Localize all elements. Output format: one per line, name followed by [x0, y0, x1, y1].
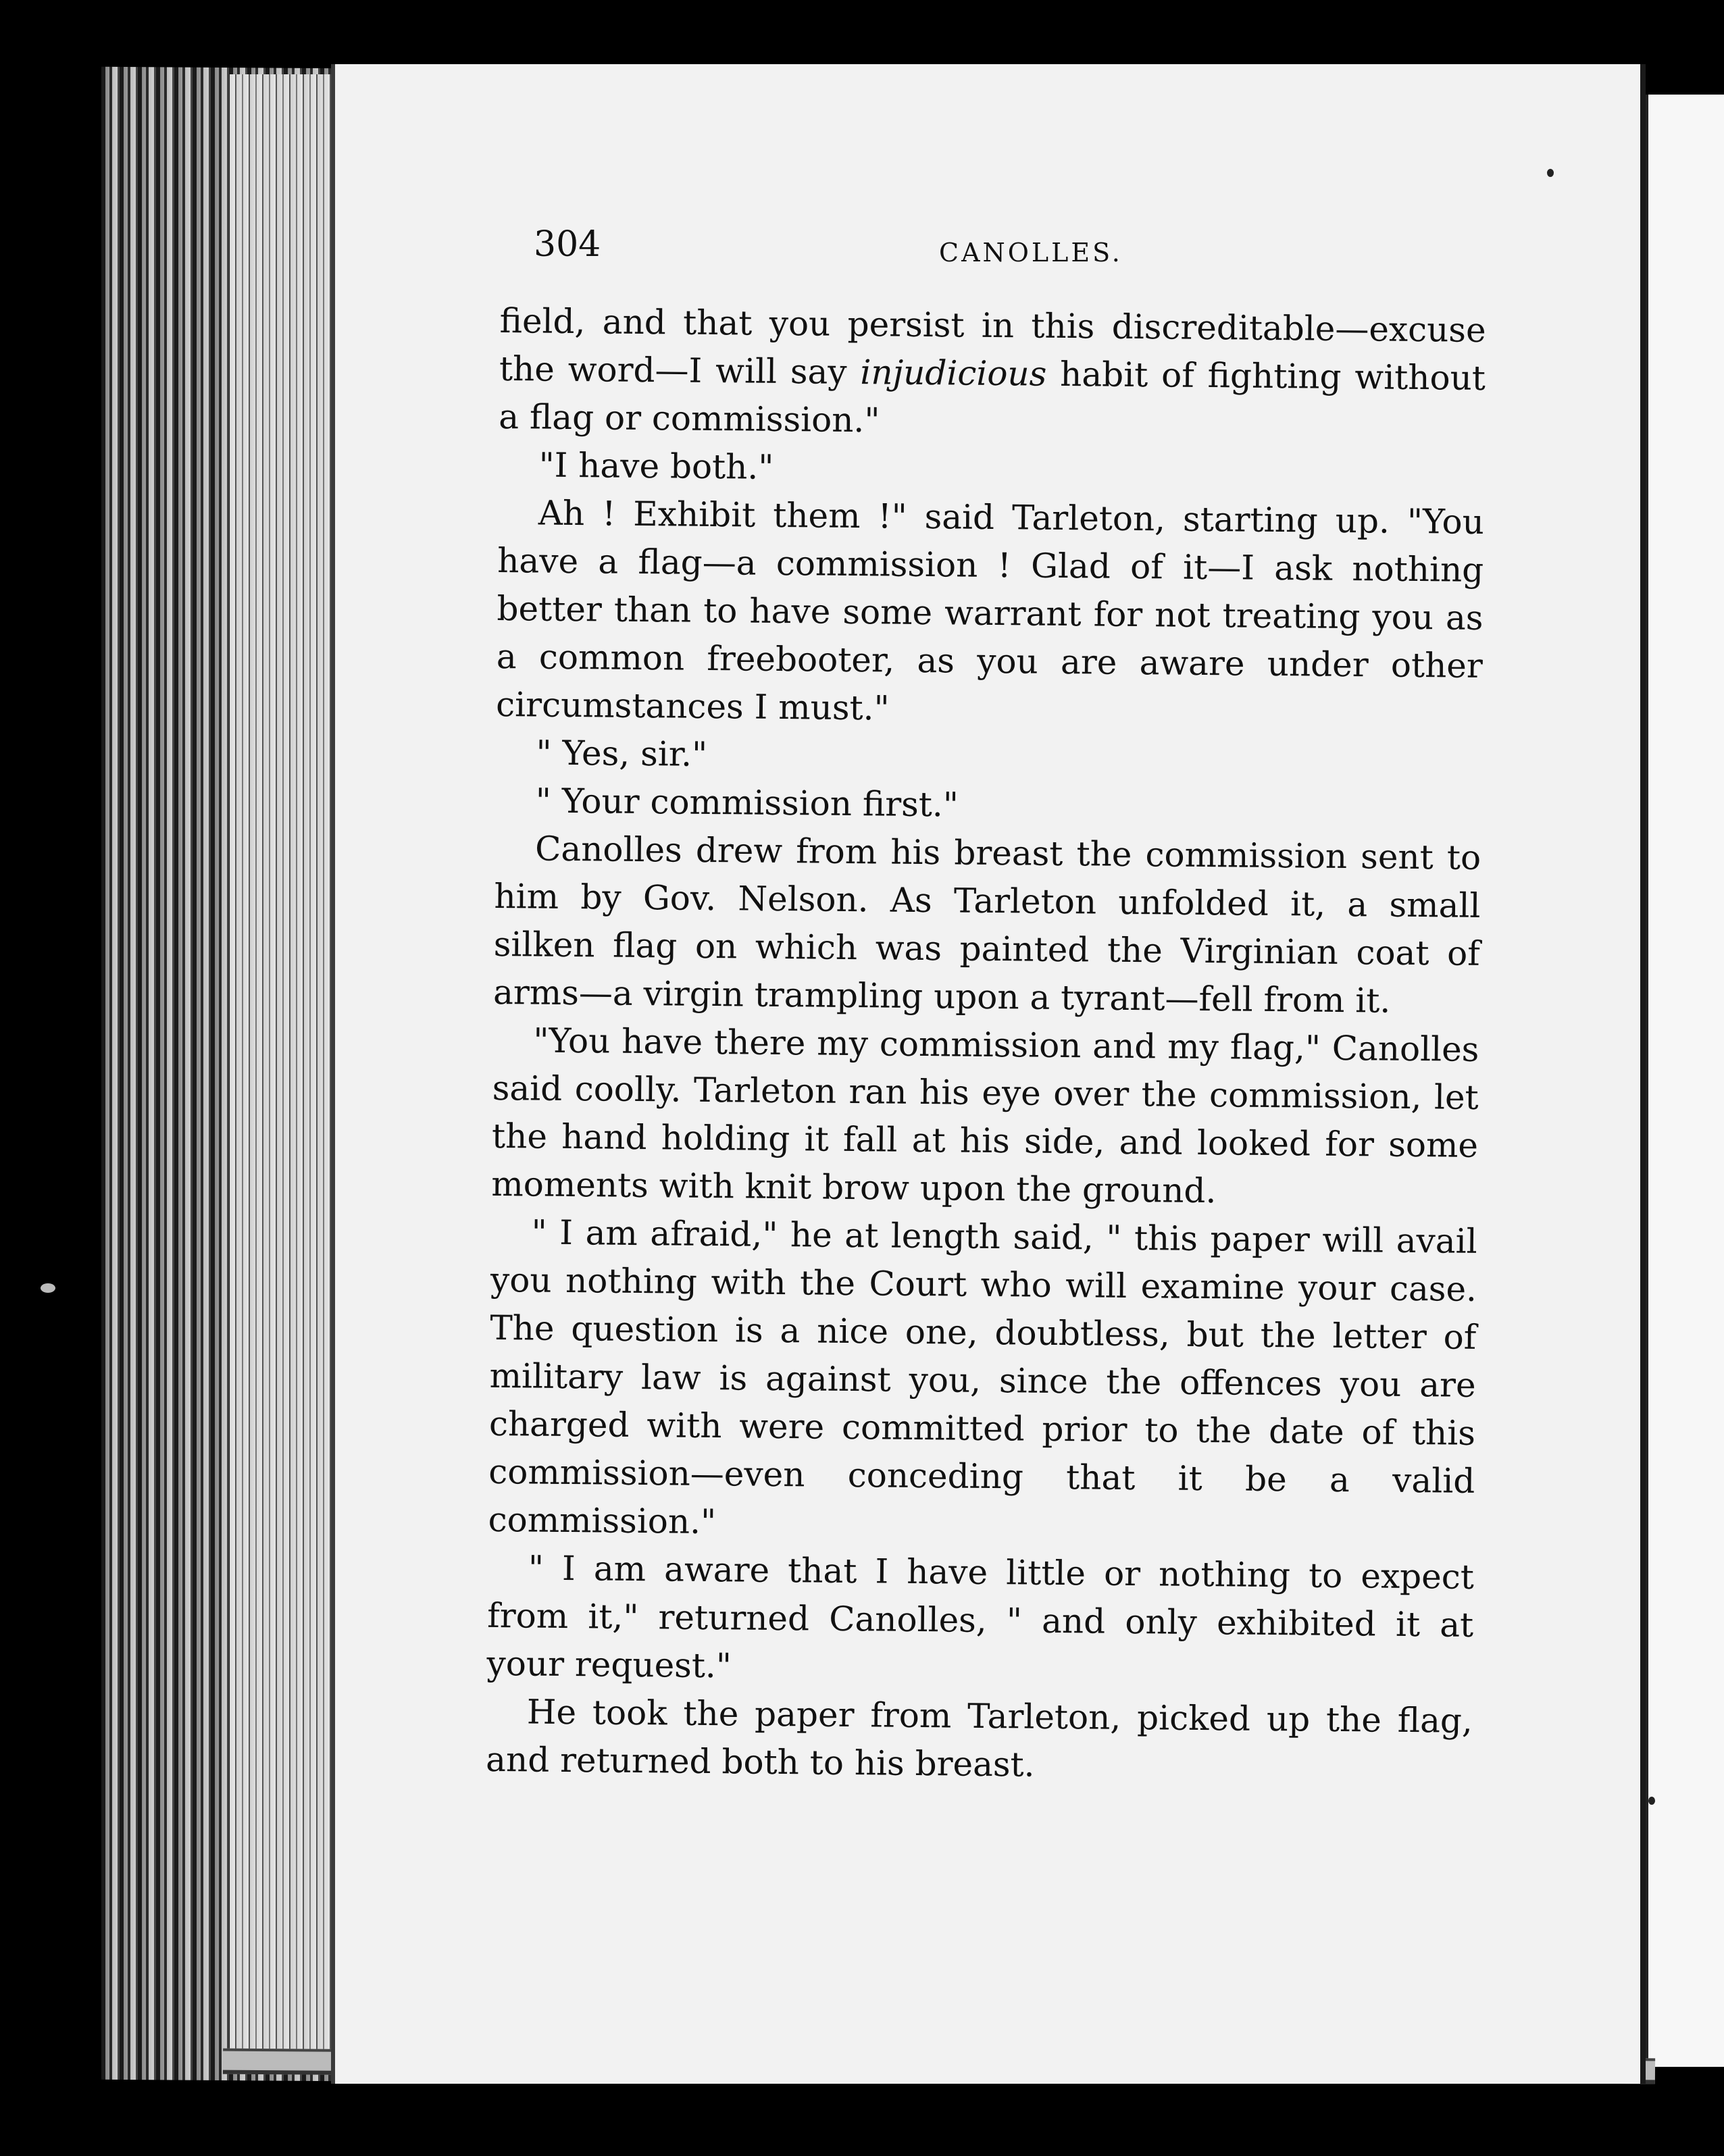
ink-speck [1547, 169, 1554, 177]
italic-word: injudicious [860, 353, 1047, 394]
paragraph-text: field, and that you persist in this discreditable—excuse the word—I will say [499, 301, 1486, 392]
paragraph: " I am aware that I have little or nothing to expect from it," returned Canolles, " and only exhibited it at your request." [486, 1548, 1475, 1686]
paragraph: "You have there my commission and my flag," Canolles said coolly. Tarleton ran his eye over the commission, let the hand holding it fall at his side, and looked for some moments with knit brow upon the ground. [491, 1021, 1479, 1211]
facing-page-edge [1642, 95, 1724, 2067]
paragraph: He took the paper from Tarleton, picked up the flag, and returned both to his breast. [485, 1692, 1473, 1785]
page-number: 304 [534, 224, 601, 265]
body-text [486, 297, 1486, 1793]
ink-speck [41, 1283, 55, 1293]
paragraph: " Yes, sir." [536, 733, 708, 774]
paragraph: Ah ! Exhibit them !" said Tarleton, starting up. "You have a flag—a commission ! Glad of it—I ask nothing better than to have some warrant for not treating you as a common freebooter, as you are aware under other circumstances I must." [495, 493, 1485, 728]
paragraph: " Your commission first." [535, 781, 959, 825]
paragraph: " I am afraid," he at length said, " this paper will avail you nothing with the Court who will examine your case. The question is a nice one, doubtless, but the letter of military law is against you, since the offences you are charged with were committed prior to the date of this commission—even conceding that it be a valid commission." [488, 1212, 1477, 1542]
paragraph-text: habit of fighting without a flag or commission." [499, 354, 1486, 440]
paragraph-continued [499, 297, 1486, 451]
running-head [534, 224, 1493, 272]
paragraph: Canolles drew from his breast the commission sent to him by Gov. Nelson. As Tarleton unfolded it, a small silken flag on which was painted the Virginian coat of arms—a virgin trampling upon a tyrant—fell from it. [492, 829, 1481, 1021]
paragraph: "I have both." [538, 445, 774, 487]
ink-speck [1648, 1797, 1655, 1805]
running-head-title: CANOLLES. [939, 238, 1123, 267]
page-edges-inner [230, 74, 345, 2067]
